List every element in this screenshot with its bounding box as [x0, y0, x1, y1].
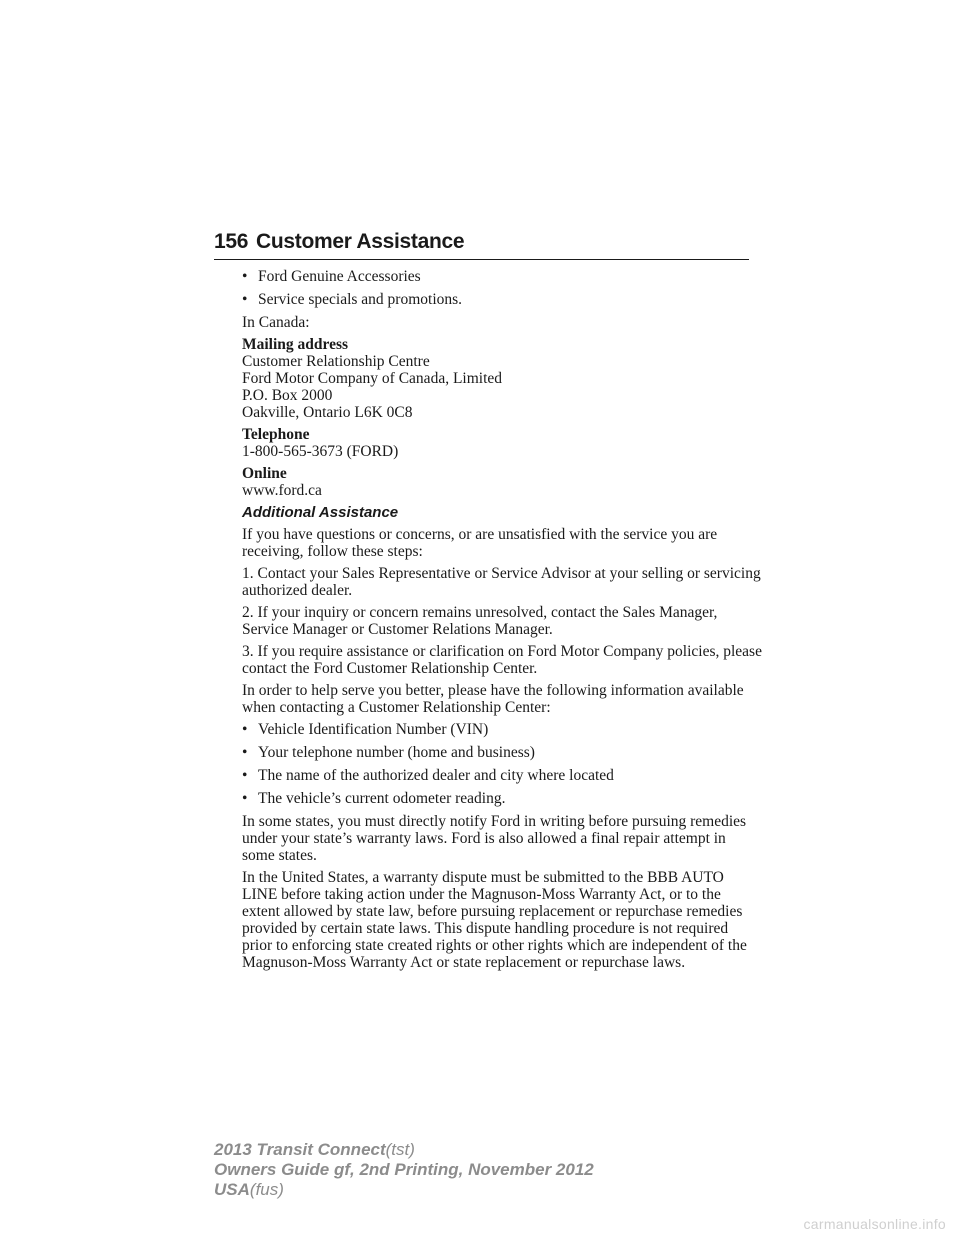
footer-line	[214, 1140, 594, 1160]
list-item	[242, 744, 762, 761]
list-item	[242, 268, 762, 285]
list-item	[242, 790, 762, 807]
paragraph: If you have questions or concerns, or are unsatisfied with the service you are receiving, follow these steps:	[242, 526, 718, 560]
bullet-icon: •	[242, 744, 248, 761]
paragraph: In some states, you must directly notify Ford in writing before pursuing remedies under your state’s warranty laws. Ford is also allowed a final repair attempt in some states.	[242, 813, 747, 864]
canada-label: In Canada:	[242, 314, 310, 331]
bullet-text: The name of the authorized dealer and city where located	[258, 767, 614, 784]
footer-model-code: (tst)	[385, 1140, 415, 1159]
step-item: 1. Contact your Sales Representative or Service Advisor at your selling or servicing authorized dealer.	[242, 565, 761, 599]
bullet-icon: •	[242, 721, 248, 738]
watermark: carmanualsonline.info	[803, 1216, 946, 1232]
header-rule	[214, 259, 749, 260]
bullet-text: The vehicle’s current odometer reading.	[258, 790, 506, 807]
step-item: 3. If you require assistance or clarification on Ford Motor Company policies, please contact the Ford Customer Relationship Center.	[242, 643, 762, 677]
page-number: 156	[214, 230, 249, 253]
online-label: Online	[242, 465, 287, 482]
footer-model: 2013 Transit Connect	[214, 1140, 386, 1159]
footer-edition: Owners Guide gf, 2nd Printing, November 2012	[214, 1160, 594, 1179]
bullet-text: Service specials and promotions.	[258, 291, 463, 308]
footer	[214, 1140, 594, 1200]
additional-assistance-heading: Additional Assistance	[242, 504, 399, 521]
telephone-label: Telephone	[242, 426, 310, 443]
bullet-icon: •	[242, 268, 248, 285]
telephone-value: 1-800-565-3673 (FORD)	[242, 443, 399, 460]
list-item	[242, 291, 762, 308]
mailing-address-label: Mailing address	[242, 336, 349, 353]
paragraph: In order to help serve you better, please have the following information available when contacting a Customer Relationship Center:	[242, 682, 744, 716]
online-link[interactable]: www.ford.ca	[242, 482, 322, 499]
address-line: Customer Relationship Centre	[242, 353, 430, 370]
bullet-text: Ford Genuine Accessories	[258, 268, 421, 285]
bullet-icon: •	[242, 790, 248, 807]
step-item: 2. If your inquiry or concern remains unresolved, contact the Sales Manager, Service Manager or Customer Relations Manager.	[242, 604, 718, 638]
mailing-address-block	[242, 336, 762, 421]
bullet-icon: •	[242, 767, 248, 784]
bullet-text: Vehicle Identification Number (VIN)	[258, 721, 489, 738]
footer-market-code: (fus)	[249, 1180, 284, 1199]
footer-line	[214, 1160, 594, 1180]
list-item	[242, 721, 762, 738]
bullet-icon: •	[242, 291, 248, 308]
paragraph: In the United States, a warranty dispute must be submitted to the BBB AUTO LINE before taking action under the Magnuson-Moss Warranty Act, or to the extent allowed by state law, before pursuing replacement or repurchase remedies provided by certain state laws. This dispute handling procedure is not required prior to enforcing state created rights or other rights which are independent of the Magnuson-Moss Warranty Act or state replacement or repurchase laws.	[242, 869, 747, 971]
section-title: Customer Assistance	[256, 230, 465, 253]
address-line: Ford Motor Company of Canada, Limited	[242, 370, 503, 387]
telephone-block	[242, 426, 762, 460]
address-line: P.O. Box 2000	[242, 387, 333, 404]
address-line: Oakville, Ontario L6K 0C8	[242, 404, 413, 421]
list-item	[242, 767, 762, 784]
online-block	[242, 465, 762, 499]
bullet-text: Your telephone number (home and business)	[258, 744, 535, 761]
footer-line	[214, 1180, 594, 1200]
footer-market: USA	[214, 1180, 250, 1199]
page-content	[242, 268, 762, 976]
